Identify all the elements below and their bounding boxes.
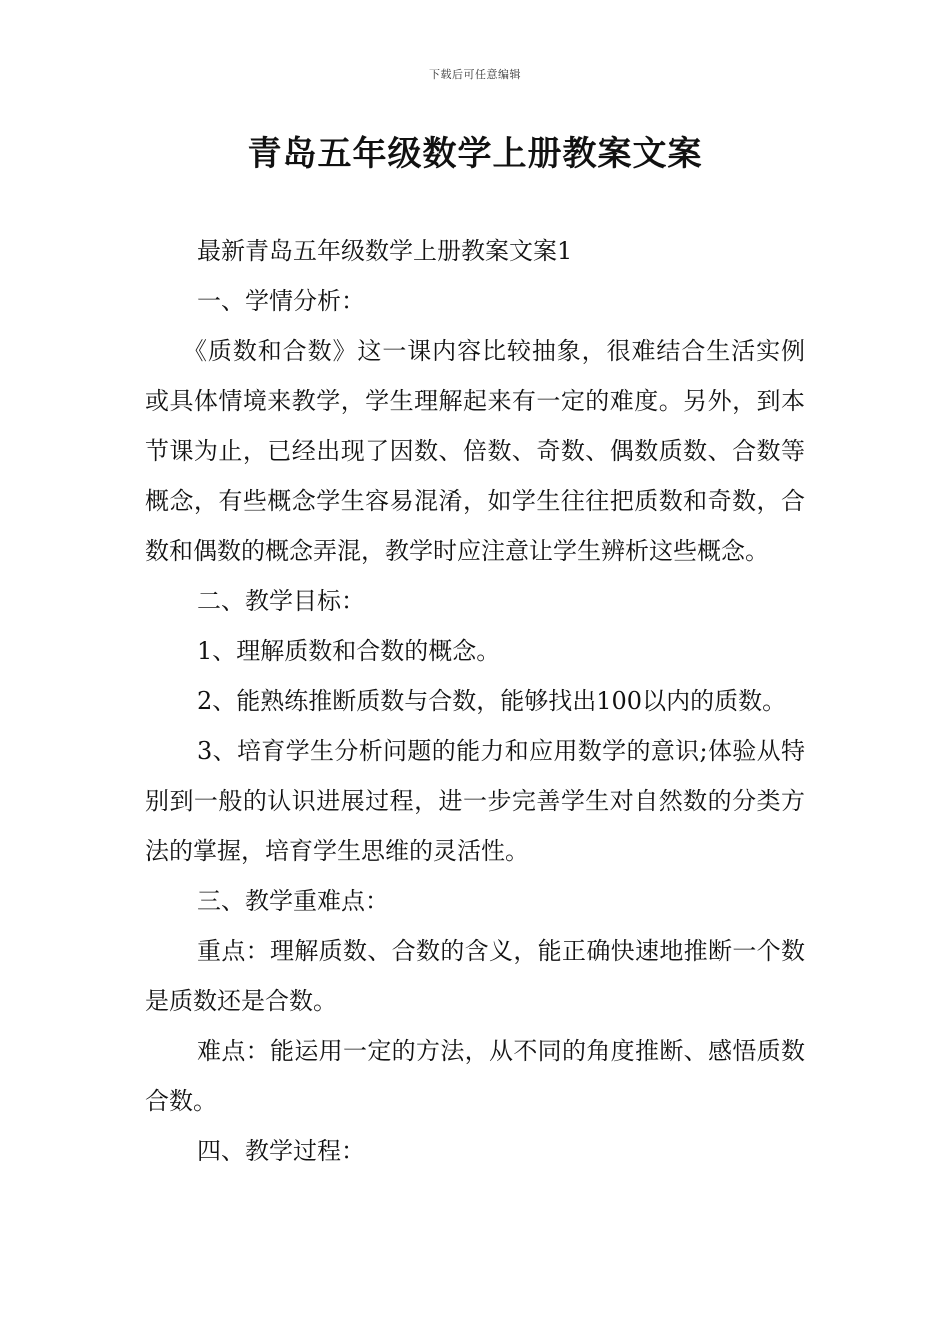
document-body — [145, 226, 805, 1176]
goal-item-2: 2、能熟练推断质数与合数，能够找出100以内的质数。 — [197, 687, 787, 715]
difficulty-paragraph: 难点：能运用一定的方法，从不同的角度推断、感悟质数合数。 — [145, 1037, 805, 1115]
goal-item-3: 3、培育学生分析问题的能力和应用数学的意识;体验从特别到一般的认识进展过程，进一步完善学生对自然数的分类方法的掌握，培育学生思维的灵活性。 — [145, 737, 805, 865]
key-point-paragraph: 重点：理解质数、合数的含义，能正确快速地推断一个数是质数还是合数。 — [145, 937, 805, 1015]
paragraph-subtitle: 最新青岛五年级数学上册教案文案1 — [197, 237, 573, 265]
section-heading-key-points: 三、教学重难点： — [197, 887, 389, 915]
goal-item-1: 1、理解质数和合数的概念。 — [197, 637, 501, 665]
paragraph-situation-analysis: 《质数和合数》这一课内容比较抽象，很难结合生活实例或具体情境来教学，学生理解起来有一定的难度。另外，到本节课为止，已经出现了因数、倍数、奇数、偶数质数、合数等概念，有些概念学生容易混淆，如学生往往把质数和奇数，合数和偶数的概念弄混，教学时应注意让学生辨析这些概念。 — [145, 337, 805, 565]
section-heading-goals: 二、教学目标： — [197, 587, 365, 615]
section-heading-process: 四、教学过程： — [197, 1137, 365, 1165]
header-note: 下载后可任意编辑 — [429, 68, 521, 81]
section-heading-situation: 一、学情分析： — [197, 287, 365, 315]
document-title: 青岛五年级数学上册教案文案 — [247, 134, 703, 174]
